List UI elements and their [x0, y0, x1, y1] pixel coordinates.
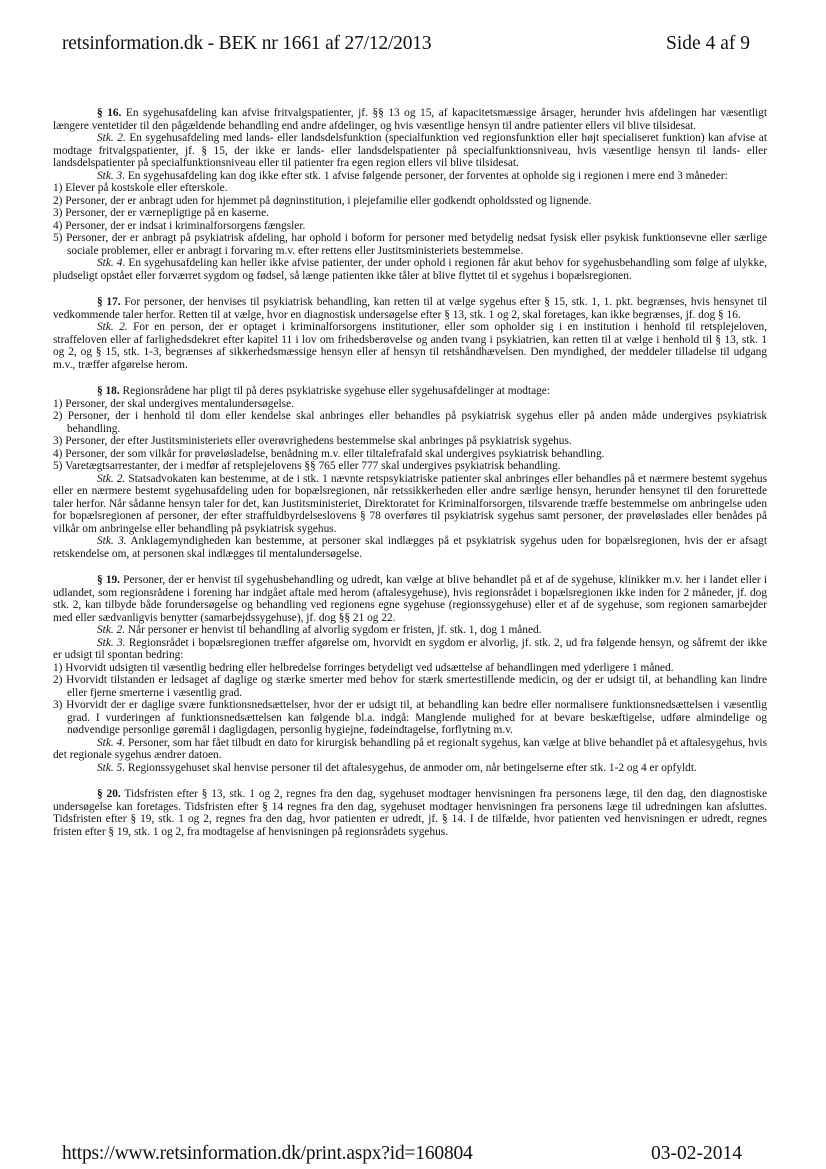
stk-paragraph — [53, 737, 767, 762]
list-item: 2) Personer, der i henhold til dom eller kendelse skal anbringes eller behandles på psykiatrisk sygehus eller på anden måde undergives psykiatrisk behandling. — [53, 410, 767, 435]
list-item: 3) Personer, der er værnepligtige på en kaserne. — [53, 207, 269, 219]
paragraph-mark: § 16. — [97, 107, 122, 119]
stk-label: Stk. 4. — [97, 257, 126, 269]
stk-text: For en person, der er optaget i kriminalforsorgens institutioner, eller som opholder sig i en institution i henhold til retsplejeloven, straffeloven eller af farlighedsdekret efter kapitel 11 i lov om frihedsberøvelse og anden tvang i psykiatrien, kan retten til at vælge i henhold til § 13, stk. 1 og 2, og § 15, stk. 1-3, begrænses af sikkerhedsmæssige hensyn eller af hensyn til retshåndhævelsen. Den myndighed, der meddeler tilladelse til udgang m.v., træffer afgørelse herom. — [53, 321, 767, 371]
stk-text: En sygehusafdeling kan dog ikke efter stk. 1 afvise følgende personer, der forventes at opholde sig i regionen i mere end 3 måneder: — [125, 169, 728, 182]
stk-paragraph — [53, 762, 767, 775]
list-item: 3) Personer, der efter Justitsministeriets eller overøvrighedens bestemmelse skal anbringes på psykiatrisk sygehus. — [53, 435, 572, 447]
section-s20 — [53, 788, 767, 838]
stk-label: Stk. 2. — [97, 321, 128, 333]
section-s16 — [53, 107, 767, 132]
list-item: 5) Varetægtsarrestanter, der i medfør af retsplejelovens §§ 765 eller 777 skal undergives psykiatrisk behandling. — [53, 460, 561, 472]
footer-date: 03-02-2014 — [651, 1143, 742, 1164]
stk-text: En sygehusafdeling kan heller ikke afvise patienter, der under ophold i regionen får akut behov for sygehusbehandling som følge af ulykke, pludseligt opstået eller forværret sygdom og fødsel, så længe patienten ikke tåler at blive flyttet til et sygehus i bopælsregionen. — [53, 257, 767, 282]
stk-paragraph — [53, 132, 767, 170]
stk-paragraph — [53, 170, 767, 183]
stk-paragraph — [53, 257, 767, 282]
paragraph-mark: § 19. — [97, 574, 121, 586]
stk-label: Stk. 2. — [97, 624, 126, 636]
paragraph-text: Tidsfristen efter § 13, stk. 1 og 2, regnes fra den dag, sygehuset modtager henvisningen fra personens læge, til den dag, den diagnostiske undersøgelse kan foretages. Tidsfristen efter § 14 regnes fra den dag, sygehuset modtager henvisningen fra personens læge til udredningen kan afsluttes. Tidsfristen efter § 19, stk. 1 og 2, regnes fra den dag, hvor patienten er udredt, jf. § 14. I de tilfælde, hvor patienten ved henvisningen er udredt, regnes fristen efter § 19, stk. 1 og 2, fra modtagelse af henvisningen på regionsrådets sygehus. — [53, 788, 767, 838]
stk-paragraph — [53, 637, 767, 662]
paragraph-text: Regionsrådene har pligt til på deres psykiatriske sygehuse eller sygehusafdelinger at modtage: — [119, 385, 550, 397]
paragraph-mark: § 17. — [97, 296, 121, 308]
page-header-title: retsinformation.dk - BEK nr 1661 af 27/12/2013 — [62, 33, 432, 54]
document-body — [53, 107, 767, 838]
paragraph-mark: § 20. — [97, 788, 121, 800]
list-item: 1) Hvorvidt udsigten til væsentlig bedring eller helbredelse forringes betydeligt ved udsættelse af behandlingen med yderligere 1 måned. — [53, 661, 674, 674]
stk-text: Når personer er henvist til behandling af alvorlig sygdom er fristen, jf. stk. 1, dog 1 måned. — [125, 624, 542, 636]
footer-url-link[interactable]: https://www.retsinformation.dk/print.aspx?id=160804 — [62, 1143, 473, 1164]
list-item: 1) Personer, der skal undergives mentalundersøgelse. — [53, 397, 294, 410]
paragraph-text: For personer, der henvises til psykiatrisk behandling, kan retten til at vælge sygehus efter § 15, stk. 1, 1. pkt. begrænses, hvis hensynet til vedkommende taler herfor. Retten til at vælge, hvor en diagnostisk undersøgelse efter § 13, stk. 1 og 2, skal foretages, kan ikke begrænses, jf. dog § 16. — [53, 296, 767, 321]
stk-label: Stk. 2. — [97, 472, 126, 485]
stk-text: En sygehusafdeling med lands- eller landsdelsfunktion (specialfunktion ved regionsfunktion eller højt specialiseret funktion) kan afvise at modtage fritvalgspatienter, jf. § 15, der ikke er lands- eller landsdelspatienter på specialfunktionsniveau, hvis væsentlige hensyn til lands- eller landsdelspatienter på specialfunktionsniveau eller til patienter fra egen region ellers vil blive tilsidesat. — [53, 132, 767, 169]
stk-text: Statsadvokaten kan bestemme, at de i stk. 1 nævnte retspsykiatriske patienter skal anbringes eller behandles på et nærmere bestemt sygehus eller en nærmere bestemt sygehusafdeling uden for bopælsregionen, når retssikkerheden eller andre særlige hensyn, herunder hensynet til den forurettede taler herfor. Når sådanne hensyn taler for det, kan Justitsministeriet, Direktoratet for Kriminalforsorgen, tilsvarende træffe bestemmelse om anbringelse uden for bopælsregionen af personer, der efter straffuldbyrdelseslovens § 78 overføres til psykiatrisk sygehus samt personer, der prøveløslades eller benådes på vilkår om anbringelse eller behandling på psykiatrisk sygehus. — [53, 472, 767, 535]
section-s18 — [53, 385, 767, 398]
list-item: 2) Hvorvidt tilstanden er ledsaget af daglige og stærke smerter med behov for stærk smertestillende medicin, og der er udsigt til, at behandling kan lindre eller fjerne smerterne i væsentlig grad. — [53, 674, 767, 699]
stk-label: Stk. 3. — [97, 535, 127, 547]
stk-label: Stk. 4. — [97, 736, 126, 749]
stk-label: Stk. 2. — [97, 132, 126, 144]
page-number: Side 4 af 9 — [666, 33, 750, 54]
paragraph-mark: § 18. — [97, 385, 120, 397]
stk-text: Regionsrådet i bopælsregionen træffer afgørelse om, hvorvidt en sygdom er alvorlig, jf. stk. 2, ud fra følgende hensyn, og såfremt der ikke er udsigt til spontan bedring: — [53, 636, 767, 661]
stk-paragraph — [53, 624, 767, 637]
list-item: 5) Personer, der er anbragt på psykiatrisk afdeling, har ophold i boform for personer med betydelig nedsat fysisk eller psykisk funktionsevne eller særlige sociale problemer, eller er anbragt i forvaring m.v. efter rettens eller Justitsministeriets bestemmelse. — [53, 232, 767, 257]
stk-label: Stk. 5. — [97, 761, 126, 774]
stk-paragraph — [53, 535, 767, 560]
stk-text: Anklagemyndigheden kan bestemme, at personer skal indlægges på et psykiatrisk sygehus uden for bopælsregionen, hvis der er afsagt retskendelse om, at personen skal indlægges til mentalundersøgelse. — [53, 535, 768, 560]
list-item: 4) Personer, der som vilkår for prøveløsladelse, benådning m.v. eller tiltalefrafald skal undergives psykiatrisk behandling. — [53, 447, 605, 460]
stk-text: Regionssygehuset skal henvise personer til det aftalesygehus, de anmoder om, når betingelserne efter stk. 1-2 og 4 er opfyldt. — [125, 761, 697, 774]
stk-label: Stk. 3. — [97, 636, 126, 649]
stk-paragraph — [53, 321, 767, 371]
paragraph-text: En sygehusafdeling kan afvise fritvalgspatienter, jf. §§ 13 og 15, af kapacitetsmæssige årsager, herunder hvis afdelingen har væsentligt længere ventetider til den pågældende behandling end andre afdelinger, og hvis væsentlige hensyn til andre patienter ellers vil blive tilsidesat. — [53, 107, 767, 132]
stk-paragraph — [53, 473, 767, 536]
list-item: 3) Hvorvidt der er daglige svære funktionsnedsættelser, hvor der er udsigt til, at behandling kan bedre eller normalisere funktionsnedsættelsen i væsentlig grad. I vurderingen af funktionsnedsættelsen kan følgende bl.a. indgå: Manglende mulighed for at bevare beskæftigelse, udføre almindelige og nødvendige personlige gøremål i dagligdagen, personlig hygiejne, fødeindtagelse, forflytning m.v. — [53, 699, 767, 736]
section-s19 — [53, 574, 767, 624]
stk-text: Personer, som har fået tilbudt en dato for kirurgisk behandling på et regionalt sygehus, kan vælge at blive behandlet på et aftalesygehus, hvis det regionale sygehus ændrer datoen. — [53, 736, 768, 761]
list-item: 2) Personer, der er anbragt uden for hjemmet på døgninstitution, i plejefamilie eller godkendt opholdssted og lignende. — [53, 194, 592, 207]
stk-label: Stk. 3. — [97, 169, 126, 182]
list-item: 4) Personer, der er indsat i kriminalforsorgens fængsler. — [53, 219, 306, 232]
paragraph-text: Personer, der er henvist til sygehusbehandling og udredt, kan vælge at blive behandlet på et af de sygehuse, klinikker m.v. her i landet eller i udlandet, som regionsrådene i forening har indgået aftale med herom (aftalesygehuse), hvis regionsrådet i bopælsregionen ikke inden for 2 måneder, jf. dog stk. 2, kan tilbyde både forundersøgelse og behandling ved regionens egne sygehuse (regionssygehuse) eller et af de sygehuse, som regionen samarbejder med eller sædvanligvis benytter (samarbejdssygehuse), jf. dog §§ 21 og 22. — [53, 574, 768, 624]
section-s17 — [53, 296, 767, 321]
list-item: 1) Elever på kostskole eller efterskole. — [53, 182, 228, 194]
